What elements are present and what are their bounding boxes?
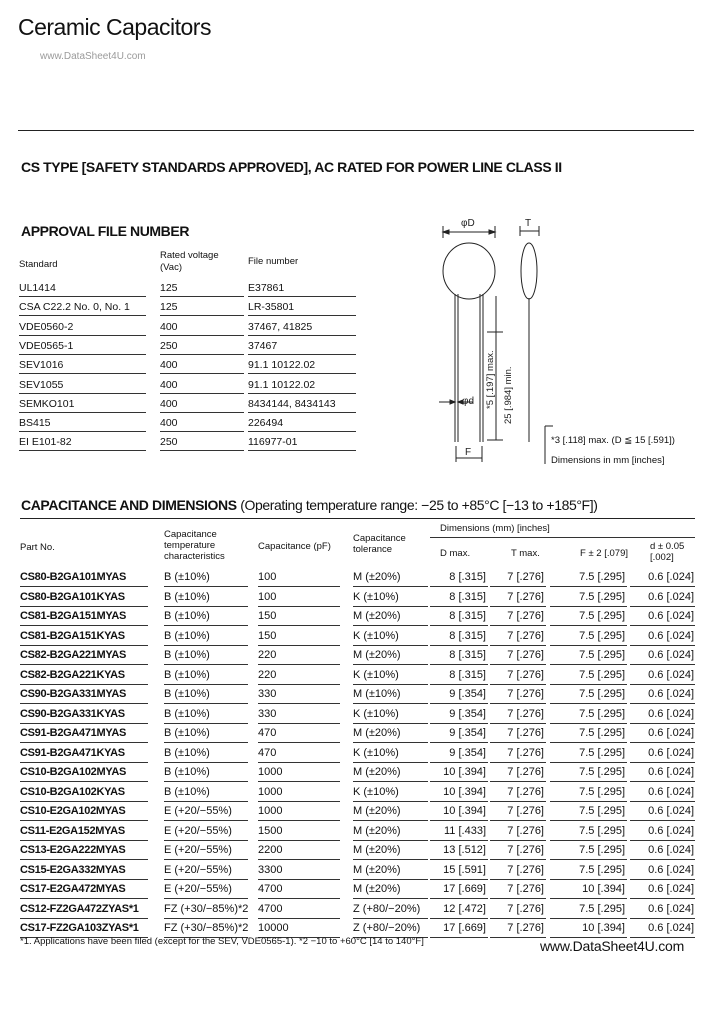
- cell-T-max: 7 [.276]: [507, 746, 544, 759]
- watermark-bottom[interactable]: www.DataSheet4U.com: [540, 938, 685, 954]
- table-row: [20, 900, 695, 919]
- cell-F: 10 [.394]: [582, 883, 625, 895]
- cell-D-max: 8 [.315]: [449, 668, 486, 681]
- cell-temp-char: B (±10%): [164, 727, 210, 739]
- table-row: [20, 802, 695, 821]
- cell-temp-char: E (+20/−55%): [164, 863, 232, 876]
- approval-row: [19, 338, 356, 355]
- table-row: [20, 744, 695, 763]
- capacitance-heading-range: (Operating temperature range: −25 to +85°C [−13 to +185°F]): [240, 497, 598, 513]
- cell-T-max: 7 [.276]: [507, 805, 544, 817]
- cell-tolerance: Z (+80/−20%): [353, 922, 421, 934]
- cell-temp-char: B (±10%): [164, 629, 210, 642]
- cell-d: 0.6 [.024]: [648, 785, 694, 798]
- page-title: Ceramic Capacitors: [18, 14, 211, 40]
- approval-file: 226494: [248, 417, 284, 430]
- cell-D-max: 8 [.315]: [449, 590, 486, 603]
- cell-capacitance: 100: [258, 590, 277, 603]
- cell-D-max: 8 [.315]: [449, 610, 486, 622]
- cell-temp-char: FZ (+30/−85%)*2: [164, 902, 249, 915]
- cell-capacitance: 150: [258, 629, 277, 642]
- cell-T-max: 7 [.276]: [507, 902, 544, 915]
- cell-capacitance: 3300: [258, 863, 283, 876]
- cell-T-max: 7 [.276]: [507, 844, 544, 856]
- table-row: [20, 880, 695, 899]
- approval-voltage: 400: [160, 320, 178, 333]
- cell-tolerance: M (±20%): [353, 805, 401, 817]
- cell-part-no: CS13-E2GA222MYAS: [20, 844, 126, 856]
- approval-row-rule: [248, 373, 356, 374]
- cell-d: 0.6 [.024]: [648, 902, 694, 915]
- approval-row-rule: [19, 373, 146, 374]
- cell-tolerance: M (±20%): [353, 824, 401, 837]
- cell-tolerance: K (±10%): [353, 590, 399, 603]
- cell-T-max: 7 [.276]: [507, 824, 544, 837]
- header-divider: [18, 130, 694, 131]
- cell-tolerance: K (±10%): [353, 629, 399, 642]
- cell-T-max: 7 [.276]: [507, 649, 544, 661]
- cell-F: 7.5 [.295]: [579, 707, 625, 720]
- capacitance-top-rule: [20, 518, 695, 519]
- approval-row: [19, 357, 356, 374]
- approval-standard: CSA C22.2 No. 0, No. 1: [19, 301, 130, 314]
- approval-voltage: 125: [160, 282, 178, 294]
- cell-part-no: CS91-B2GA471MYAS: [20, 727, 127, 739]
- cell-T-max: 7 [.276]: [507, 863, 544, 876]
- approval-file: 91.1 10122.02: [248, 378, 316, 391]
- approval-col-voltage: Rated voltage (Vac): [160, 250, 219, 273]
- cell-F: 7.5 [.295]: [579, 727, 625, 739]
- cell-d: 0.6 [.024]: [648, 590, 694, 603]
- cell-tolerance: K (±10%): [353, 785, 399, 798]
- approval-row-rule: [248, 315, 356, 316]
- cell-capacitance: 470: [258, 746, 277, 759]
- capacitor-outline-diagram: [425, 214, 695, 469]
- cell-tolerance: M (±20%): [353, 844, 401, 856]
- cell-d: 0.6 [.024]: [648, 805, 694, 817]
- cell-D-max: 8 [.315]: [449, 629, 486, 642]
- cell-d: 0.6 [.024]: [648, 649, 694, 661]
- table-row: [20, 627, 695, 646]
- approval-file: 37467, 41825: [248, 320, 313, 333]
- cell-capacitance: 100: [258, 571, 277, 583]
- cell-part-no: CS17-FZ2GA103ZYAS*1: [20, 922, 139, 934]
- disc-body-front: [443, 243, 495, 299]
- cell-d: 0.6 [.024]: [648, 824, 694, 837]
- cell-temp-char: B (±10%): [164, 746, 210, 759]
- label-D: φD: [461, 218, 475, 229]
- approval-row: [19, 299, 356, 316]
- approval-voltage: 400: [160, 359, 178, 372]
- approval-standard: SEV1016: [19, 359, 64, 372]
- approval-row-rule: [19, 393, 146, 394]
- approval-row-rule: [160, 315, 244, 316]
- cell-tolerance: M (±20%): [353, 883, 401, 895]
- approval-col-standard: Standard: [19, 259, 58, 270]
- approval-row-rule: [248, 431, 356, 432]
- approval-row-rule: [19, 354, 146, 355]
- approval-standard: EI E101-82: [19, 436, 72, 449]
- approval-standard: SEMKO101: [19, 397, 75, 410]
- cell-part-no: CS10-B2GA102KYAS: [20, 785, 125, 798]
- cell-capacitance: 220: [258, 649, 277, 661]
- approval-row-rule: [160, 296, 244, 297]
- capacitance-heading-main: CAPACITANCE AND DIMENSIONS: [21, 497, 237, 513]
- approval-heading: APPROVAL FILE NUMBER: [21, 223, 190, 239]
- approval-voltage: 250: [160, 436, 178, 449]
- cell-d: 0.6 [.024]: [648, 844, 694, 856]
- cell-d: 0.6 [.024]: [648, 746, 694, 759]
- approval-row-rule: [248, 412, 356, 413]
- cell-F: 7.5 [.295]: [579, 688, 625, 700]
- cell-D-max: 10 [.394]: [443, 785, 486, 798]
- cell-capacitance: 330: [258, 688, 277, 700]
- cell-capacitance: 470: [258, 727, 277, 739]
- note-star3: *3 [.118] max. (D ≦ 15 [.591]): [551, 435, 675, 446]
- col-F: F ± 2 [.079]: [580, 548, 628, 559]
- col-temp-char: Capacitance temperature characteristics: [164, 529, 225, 562]
- cell-F: 7.5 [.295]: [579, 863, 625, 876]
- cell-F: 7.5 [.295]: [579, 649, 625, 661]
- approval-voltage: 400: [160, 378, 178, 391]
- cell-D-max: 8 [.315]: [449, 649, 486, 661]
- cell-part-no: CS81-B2GA151MYAS: [20, 610, 127, 622]
- cell-T-max: 7 [.276]: [507, 668, 544, 681]
- disc-body-side: [521, 243, 537, 299]
- row-rule: [490, 937, 546, 938]
- approval-standard: VDE0560-2: [19, 320, 74, 333]
- cell-d: 0.6 [.024]: [648, 863, 694, 876]
- cell-F: 7.5 [.295]: [579, 610, 625, 622]
- cell-D-max: 9 [.354]: [449, 727, 486, 739]
- cell-F: 7.5 [.295]: [579, 902, 625, 915]
- approval-file: 116977-01: [248, 436, 298, 449]
- cell-d: 0.6 [.024]: [648, 629, 694, 642]
- cell-part-no: CS10-E2GA102MYAS: [20, 805, 126, 817]
- approval-row-rule: [160, 450, 244, 451]
- cell-temp-char: FZ (+30/−85%)*2: [164, 922, 249, 934]
- table-row: [20, 783, 695, 802]
- cell-capacitance: 1000: [258, 805, 283, 817]
- cell-part-no: CS80-B2GA101KYAS: [20, 590, 125, 603]
- cell-D-max: 8 [.315]: [449, 571, 486, 583]
- label-T: T: [525, 218, 532, 229]
- cell-d: 0.6 [.024]: [648, 571, 694, 583]
- table-row: [20, 607, 695, 626]
- approval-row-rule: [160, 393, 244, 394]
- cell-T-max: 7 [.276]: [507, 590, 544, 603]
- cell-tolerance: M (±20%): [353, 571, 401, 583]
- cell-part-no: CS82-B2GA221MYAS: [20, 649, 127, 661]
- approval-file: 8434144, 8434143: [248, 397, 336, 410]
- cell-tolerance: K (±10%): [353, 707, 399, 720]
- watermark-link[interactable]: www.DataSheet4U.com: [40, 51, 146, 62]
- table-row: [20, 841, 695, 860]
- approval-row-rule: [248, 393, 356, 394]
- cell-d: 0.6 [.024]: [648, 727, 694, 739]
- note-units: Dimensions in mm [inches]: [551, 455, 665, 466]
- cell-capacitance: 4700: [258, 883, 283, 895]
- col-d: d ± 0.05 [.002]: [650, 541, 685, 563]
- cell-F: 7.5 [.295]: [579, 824, 625, 837]
- cell-part-no: CS81-B2GA151KYAS: [20, 629, 125, 642]
- cell-part-no: CS17-E2GA472MYAS: [20, 883, 126, 895]
- footnote: *1. Applications have been filed (except for the SEV, VDE0565-1). *2 −10 to +60°C [14 to 140°F]: [20, 936, 424, 947]
- cell-capacitance: 1000: [258, 785, 283, 798]
- approval-row-rule: [248, 296, 356, 297]
- approval-row-rule: [160, 373, 244, 374]
- approval-row-rule: [19, 335, 146, 336]
- label-lead-lower: 25 [.984] min.: [503, 366, 514, 424]
- cell-capacitance: 220: [258, 668, 277, 681]
- approval-row: [19, 415, 356, 432]
- approval-row-rule: [19, 412, 146, 413]
- approval-standard: BS415: [19, 417, 51, 430]
- approval-file: LR-35801: [248, 301, 295, 314]
- cell-F: 7.5 [.295]: [579, 629, 625, 642]
- cell-d: 0.6 [.024]: [648, 766, 694, 778]
- cell-temp-char: E (+20/−55%): [164, 844, 232, 856]
- approval-row-rule: [160, 354, 244, 355]
- cell-capacitance: 150: [258, 610, 277, 622]
- col-capacitance: Capacitance (pF): [258, 541, 331, 552]
- cell-F: 7.5 [.295]: [579, 766, 625, 778]
- cell-D-max: 9 [.354]: [449, 707, 486, 720]
- approval-file: 91.1 10122.02: [248, 359, 316, 372]
- table-row: [20, 588, 695, 607]
- cell-F: 7.5 [.295]: [579, 785, 625, 798]
- approval-row-rule: [248, 354, 356, 355]
- cell-T-max: 7 [.276]: [507, 922, 544, 934]
- section-title: CS TYPE [SAFETY STANDARDS APPROVED], AC RATED FOR POWER LINE CLASS II: [21, 159, 562, 175]
- cell-temp-char: E (+20/−55%): [164, 805, 232, 817]
- cell-temp-char: E (+20/−55%): [164, 883, 232, 895]
- table-row: [20, 724, 695, 743]
- cell-tolerance: K (±10%): [353, 746, 399, 759]
- cell-part-no: CS82-B2GA221KYAS: [20, 668, 125, 681]
- col-tolerance: Capacitance tolerance: [353, 533, 406, 555]
- cell-F: 7.5 [.295]: [579, 844, 625, 856]
- cell-d: 0.6 [.024]: [648, 610, 694, 622]
- approval-row: [19, 396, 356, 413]
- col-D-max: D max.: [440, 548, 471, 559]
- cell-T-max: 7 [.276]: [507, 571, 544, 583]
- cell-capacitance: 1500: [258, 824, 283, 837]
- cell-D-max: 15 [.591]: [443, 863, 486, 876]
- cell-F: 10 [.394]: [582, 922, 625, 934]
- approval-row: [19, 280, 356, 297]
- cell-F: 7.5 [.295]: [579, 746, 625, 759]
- approval-voltage: 125: [160, 301, 178, 314]
- cell-T-max: 7 [.276]: [507, 610, 544, 622]
- cell-D-max: 9 [.354]: [449, 746, 486, 759]
- cell-T-max: 7 [.276]: [507, 883, 544, 895]
- cell-temp-char: B (±10%): [164, 785, 210, 798]
- cell-temp-char: B (±10%): [164, 766, 210, 778]
- approval-row-rule: [19, 296, 146, 297]
- cell-capacitance: 1000: [258, 766, 283, 778]
- approval-standard: UL1414: [19, 282, 56, 294]
- approval-row-rule: [248, 335, 356, 336]
- cell-T-max: 7 [.276]: [507, 707, 544, 720]
- cell-temp-char: B (±10%): [164, 571, 210, 583]
- cell-F: 7.5 [.295]: [579, 590, 625, 603]
- row-rule: [430, 937, 488, 938]
- cell-temp-char: E (+20/−55%): [164, 824, 232, 837]
- table-row: [20, 666, 695, 685]
- cell-temp-char: B (±10%): [164, 707, 210, 720]
- approval-row: [19, 434, 356, 451]
- label-d: φd: [462, 396, 475, 407]
- cell-tolerance: K (±10%): [353, 668, 399, 681]
- cell-D-max: 11 [.433]: [444, 824, 486, 837]
- approval-voltage: 400: [160, 417, 178, 430]
- cell-part-no: CS91-B2GA471KYAS: [20, 746, 125, 759]
- cell-tolerance: M (±20%): [353, 863, 401, 876]
- approval-row-rule: [19, 431, 146, 432]
- cell-capacitance: 330: [258, 707, 277, 720]
- cell-F: 7.5 [.295]: [579, 668, 625, 681]
- cell-T-max: 7 [.276]: [507, 688, 544, 700]
- label-lead-upper: *5 [.197] max.: [485, 350, 496, 409]
- cell-part-no: CS80-B2GA101MYAS: [20, 571, 127, 583]
- cell-tolerance: M (±20%): [353, 766, 401, 778]
- col-part-no: Part No.: [20, 542, 55, 553]
- cell-temp-char: B (±10%): [164, 668, 210, 681]
- cell-temp-char: B (±10%): [164, 590, 210, 603]
- approval-row-rule: [19, 315, 146, 316]
- cell-d: 0.6 [.024]: [648, 922, 694, 934]
- cell-D-max: 17 [.669]: [443, 883, 486, 895]
- cell-temp-char: B (±10%): [164, 688, 210, 700]
- approval-row-rule: [248, 450, 356, 451]
- cell-tolerance: M (±10%): [353, 688, 401, 700]
- approval-row: [19, 377, 356, 394]
- cell-part-no: CS12-FZ2GA472ZYAS*1: [20, 902, 139, 915]
- approval-standard: VDE0565-1: [19, 339, 74, 352]
- cell-capacitance: 10000: [258, 922, 289, 934]
- cell-D-max: 10 [.394]: [443, 805, 486, 817]
- table-row: [20, 822, 695, 841]
- table-row: [20, 763, 695, 782]
- approval-voltage: 400: [160, 397, 178, 410]
- table-row: [20, 685, 695, 704]
- table-row: [20, 861, 695, 880]
- dimensions-subrule: [430, 537, 695, 538]
- approval-file: 37467: [248, 339, 278, 352]
- label-F: F: [465, 447, 472, 458]
- table-row: [20, 705, 695, 724]
- cell-d: 0.6 [.024]: [648, 668, 694, 681]
- col-dimensions: Dimensions (mm) [inches]: [440, 523, 550, 534]
- approval-voltage: 250: [160, 339, 178, 352]
- cell-part-no: CS10-B2GA102MYAS: [20, 766, 127, 778]
- cell-D-max: 10 [.394]: [443, 766, 486, 778]
- cell-d: 0.6 [.024]: [648, 688, 694, 700]
- cell-D-max: 9 [.354]: [449, 688, 486, 700]
- cell-tolerance: M (±20%): [353, 649, 401, 661]
- cell-D-max: 12 [.472]: [443, 902, 486, 915]
- cell-part-no: CS90-B2GA331MYAS: [20, 688, 127, 700]
- cell-capacitance: 2200: [258, 844, 283, 856]
- cell-part-no: CS11-E2GA152MYAS: [20, 824, 125, 837]
- cell-temp-char: B (±10%): [164, 610, 210, 622]
- approval-row-rule: [19, 450, 146, 451]
- cell-D-max: 13 [.512]: [443, 844, 486, 856]
- approval-file: E37861: [248, 282, 285, 294]
- cell-tolerance: Z (+80/−20%): [353, 902, 421, 915]
- approval-row-rule: [160, 335, 244, 336]
- cell-capacitance: 4700: [258, 902, 283, 915]
- approval-row-rule: [160, 431, 244, 432]
- capacitance-heading: [21, 497, 597, 513]
- cell-T-max: 7 [.276]: [507, 766, 544, 778]
- cell-F: 7.5 [.295]: [579, 805, 625, 817]
- table-row: [20, 646, 695, 665]
- approval-col-file: File number: [248, 256, 299, 267]
- cell-T-max: 7 [.276]: [507, 629, 544, 642]
- cell-temp-char: B (±10%): [164, 649, 210, 661]
- cell-T-max: 7 [.276]: [507, 785, 544, 798]
- cell-part-no: CS15-E2GA332MYAS: [20, 863, 126, 876]
- cell-d: 0.6 [.024]: [648, 883, 694, 895]
- cell-tolerance: M (±20%): [353, 727, 401, 739]
- cell-F: 7.5 [.295]: [579, 571, 625, 583]
- cell-part-no: CS90-B2GA331KYAS: [20, 707, 125, 720]
- cell-d: 0.6 [.024]: [648, 707, 694, 720]
- approval-row: [19, 319, 356, 336]
- col-T-max: T max.: [511, 548, 540, 559]
- approval-row-rule: [160, 412, 244, 413]
- approval-standard: SEV1055: [19, 378, 64, 391]
- cell-tolerance: M (±20%): [353, 610, 401, 622]
- table-row: [20, 568, 695, 587]
- cell-D-max: 17 [.669]: [443, 922, 486, 934]
- cell-T-max: 7 [.276]: [507, 727, 544, 739]
